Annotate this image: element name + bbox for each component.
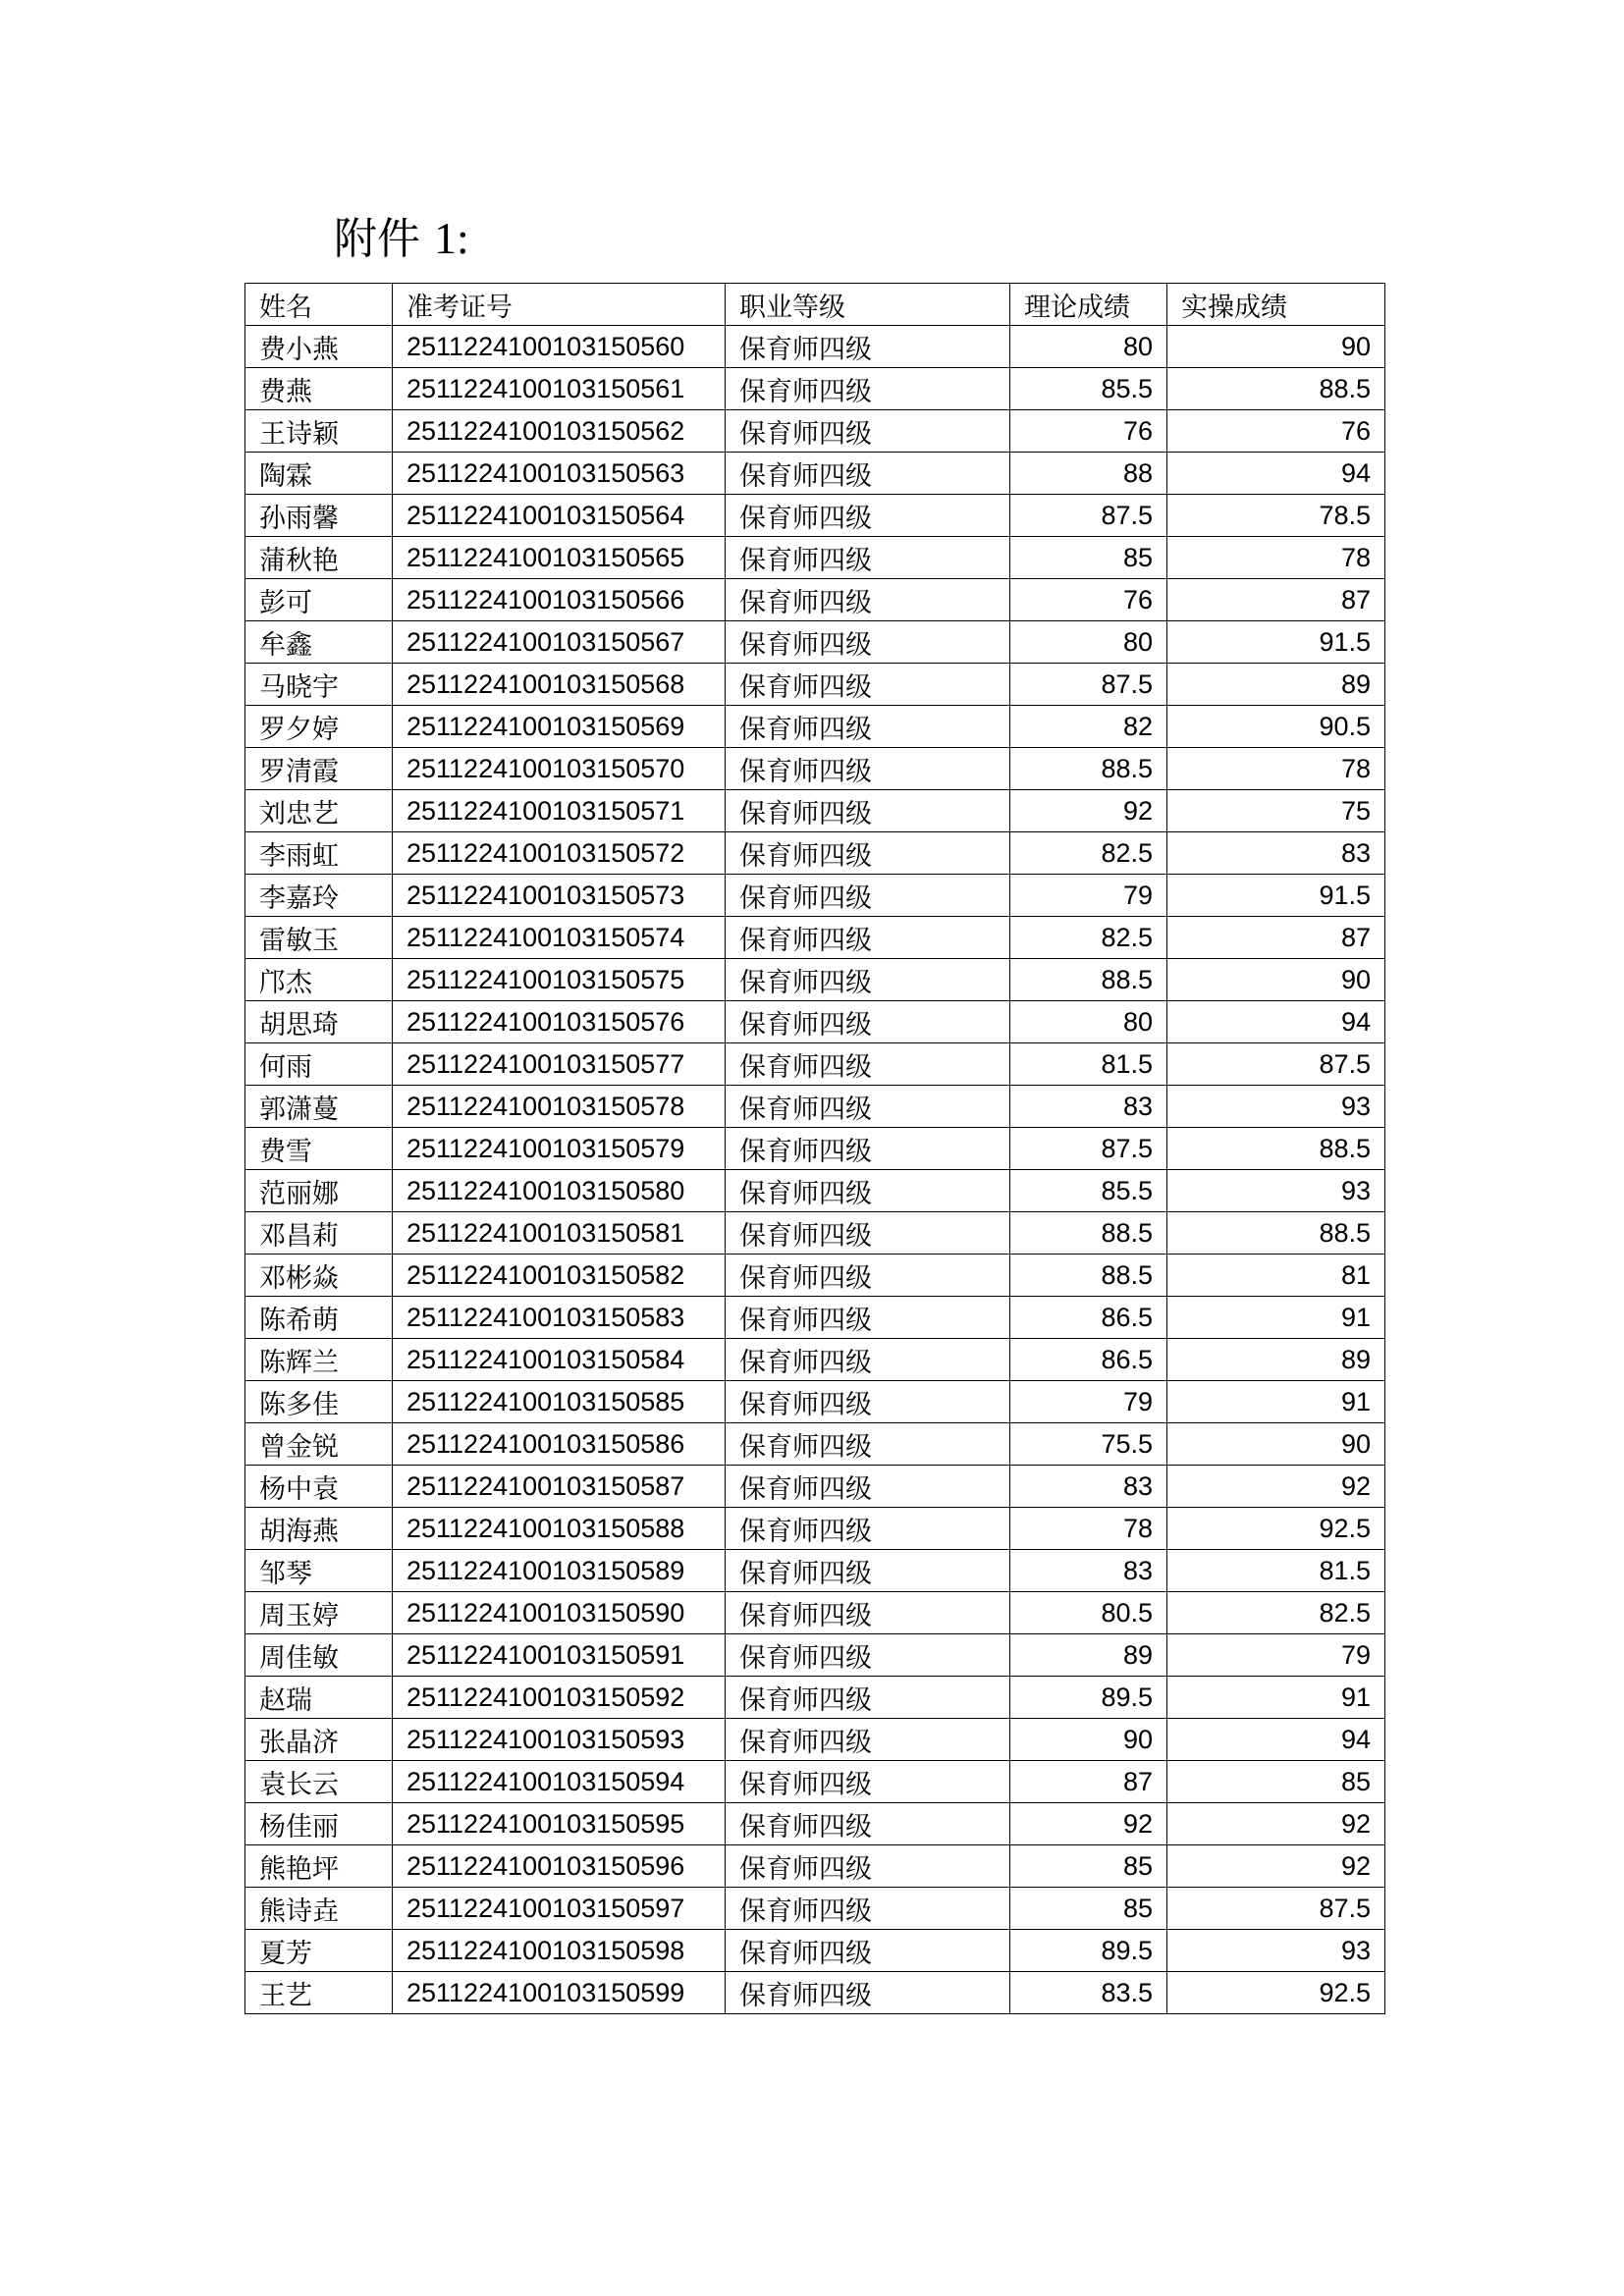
cell-name: 彭可 [245, 579, 393, 621]
cell-exam-id: 2511224100103150561 [393, 368, 726, 410]
cell-exam-id: 2511224100103150567 [393, 621, 726, 664]
cell-exam-id: 2511224100103150568 [393, 664, 726, 706]
cell-practical-score: 87 [1167, 917, 1385, 959]
cell-level: 保育师四级 [726, 664, 1010, 706]
cell-name: 熊艳坪 [245, 1845, 393, 1888]
cell-level: 保育师四级 [726, 1677, 1010, 1719]
cell-name: 杨佳丽 [245, 1803, 393, 1845]
cell-level: 保育师四级 [726, 1086, 1010, 1128]
cell-theory-score: 87.5 [1010, 495, 1167, 537]
cell-name: 何雨 [245, 1043, 393, 1086]
cell-theory-score: 90 [1010, 1719, 1167, 1761]
table-row [245, 1297, 1385, 1339]
cell-name: 张晶济 [245, 1719, 393, 1761]
cell-practical-score: 78 [1167, 537, 1385, 579]
cell-name: 费燕 [245, 368, 393, 410]
cell-theory-score: 76 [1010, 410, 1167, 453]
cell-practical-score: 83 [1167, 832, 1385, 875]
cell-level: 保育师四级 [726, 1423, 1010, 1466]
cell-theory-score: 75.5 [1010, 1423, 1167, 1466]
cell-name: 费雪 [245, 1128, 393, 1170]
cell-practical-score: 91 [1167, 1297, 1385, 1339]
cell-practical-score: 91 [1167, 1381, 1385, 1423]
table-row [245, 1803, 1385, 1845]
cell-exam-id: 2511224100103150590 [393, 1592, 726, 1634]
cell-practical-score: 92.5 [1167, 1508, 1385, 1550]
table-row [245, 1212, 1385, 1255]
table-row [245, 917, 1385, 959]
cell-theory-score: 86.5 [1010, 1297, 1167, 1339]
cell-theory-score: 85 [1010, 1845, 1167, 1888]
cell-exam-id: 2511224100103150597 [393, 1888, 726, 1930]
cell-exam-id: 2511224100103150563 [393, 453, 726, 495]
header-practical-score: 实操成绩 [1167, 284, 1385, 326]
cell-level: 保育师四级 [726, 1043, 1010, 1086]
table-row [245, 537, 1385, 579]
cell-practical-score: 75 [1167, 790, 1385, 832]
cell-exam-id: 2511224100103150599 [393, 1972, 726, 2014]
cell-practical-score: 88.5 [1167, 1212, 1385, 1255]
cell-exam-id: 2511224100103150585 [393, 1381, 726, 1423]
cell-theory-score: 88.5 [1010, 1255, 1167, 1297]
table-row [245, 875, 1385, 917]
cell-practical-score: 91.5 [1167, 875, 1385, 917]
cell-theory-score: 87 [1010, 1761, 1167, 1803]
table-row [245, 748, 1385, 790]
cell-exam-id: 2511224100103150572 [393, 832, 726, 875]
table-row [245, 1466, 1385, 1508]
score-table [244, 283, 1385, 2014]
cell-level: 保育师四级 [726, 832, 1010, 875]
cell-exam-id: 2511224100103150594 [393, 1761, 726, 1803]
cell-practical-score: 88.5 [1167, 1128, 1385, 1170]
header-level: 职业等级 [726, 284, 1010, 326]
cell-theory-score: 92 [1010, 1803, 1167, 1845]
table-row [245, 326, 1385, 368]
table-row [245, 1255, 1385, 1297]
cell-level: 保育师四级 [726, 1212, 1010, 1255]
cell-name: 孙雨馨 [245, 495, 393, 537]
header-name: 姓名 [245, 284, 393, 326]
cell-exam-id: 2511224100103150592 [393, 1677, 726, 1719]
cell-level: 保育师四级 [726, 1466, 1010, 1508]
cell-practical-score: 76 [1167, 410, 1385, 453]
cell-level: 保育师四级 [726, 748, 1010, 790]
table-row [245, 410, 1385, 453]
cell-exam-id: 2511224100103150588 [393, 1508, 726, 1550]
table-row [245, 1001, 1385, 1043]
table-row [245, 1677, 1385, 1719]
cell-practical-score: 89 [1167, 664, 1385, 706]
cell-exam-id: 2511224100103150582 [393, 1255, 726, 1297]
cell-exam-id: 2511224100103150584 [393, 1339, 726, 1381]
cell-level: 保育师四级 [726, 790, 1010, 832]
table-row [245, 1592, 1385, 1634]
cell-level: 保育师四级 [726, 1128, 1010, 1170]
cell-exam-id: 2511224100103150575 [393, 959, 726, 1001]
cell-practical-score: 94 [1167, 453, 1385, 495]
cell-theory-score: 79 [1010, 875, 1167, 917]
table-row [245, 495, 1385, 537]
cell-level: 保育师四级 [726, 1550, 1010, 1592]
table-row [245, 1170, 1385, 1212]
cell-name: 周佳敏 [245, 1634, 393, 1677]
cell-theory-score: 82 [1010, 706, 1167, 748]
table-row [245, 832, 1385, 875]
cell-practical-score: 93 [1167, 1086, 1385, 1128]
cell-exam-id: 2511224100103150576 [393, 1001, 726, 1043]
cell-practical-score: 91 [1167, 1677, 1385, 1719]
cell-practical-score: 81 [1167, 1255, 1385, 1297]
cell-exam-id: 2511224100103150580 [393, 1170, 726, 1212]
cell-practical-score: 90 [1167, 959, 1385, 1001]
cell-level: 保育师四级 [726, 368, 1010, 410]
cell-name: 李嘉玲 [245, 875, 393, 917]
table-row [245, 1761, 1385, 1803]
cell-name: 陈希萌 [245, 1297, 393, 1339]
cell-level: 保育师四级 [726, 959, 1010, 1001]
cell-level: 保育师四级 [726, 1803, 1010, 1845]
cell-level: 保育师四级 [726, 875, 1010, 917]
table-row [245, 453, 1385, 495]
attachment-heading [334, 204, 469, 273]
cell-level: 保育师四级 [726, 495, 1010, 537]
table-row [245, 664, 1385, 706]
cell-exam-id: 2511224100103150573 [393, 875, 726, 917]
cell-level: 保育师四级 [726, 1255, 1010, 1297]
cell-theory-score: 78 [1010, 1508, 1167, 1550]
table-row [245, 1128, 1385, 1170]
cell-level: 保育师四级 [726, 1845, 1010, 1888]
attachment-number: 1: [434, 213, 469, 263]
cell-theory-score: 82.5 [1010, 832, 1167, 875]
cell-exam-id: 2511224100103150595 [393, 1803, 726, 1845]
cell-exam-id: 2511224100103150581 [393, 1212, 726, 1255]
cell-level: 保育师四级 [726, 579, 1010, 621]
cell-theory-score: 89 [1010, 1634, 1167, 1677]
cell-theory-score: 83 [1010, 1550, 1167, 1592]
table-row [245, 790, 1385, 832]
cell-practical-score: 82.5 [1167, 1592, 1385, 1634]
cell-level: 保育师四级 [726, 1930, 1010, 1972]
cell-level: 保育师四级 [726, 706, 1010, 748]
cell-level: 保育师四级 [726, 1972, 1010, 2014]
cell-exam-id: 2511224100103150578 [393, 1086, 726, 1128]
cell-level: 保育师四级 [726, 1634, 1010, 1677]
score-table-header [245, 284, 1385, 326]
cell-theory-score: 88.5 [1010, 959, 1167, 1001]
cell-theory-score: 80 [1010, 1001, 1167, 1043]
cell-level: 保育师四级 [726, 537, 1010, 579]
cell-practical-score: 90 [1167, 1423, 1385, 1466]
cell-theory-score: 89.5 [1010, 1930, 1167, 1972]
cell-level: 保育师四级 [726, 621, 1010, 664]
cell-practical-score: 87 [1167, 579, 1385, 621]
cell-theory-score: 92 [1010, 790, 1167, 832]
cell-practical-score: 91.5 [1167, 621, 1385, 664]
cell-exam-id: 2511224100103150565 [393, 537, 726, 579]
header-exam-id: 准考证号 [393, 284, 726, 326]
cell-practical-score: 85 [1167, 1761, 1385, 1803]
cell-practical-score: 92 [1167, 1466, 1385, 1508]
table-row [245, 1381, 1385, 1423]
cell-theory-score: 88.5 [1010, 748, 1167, 790]
cell-name: 范丽娜 [245, 1170, 393, 1212]
cell-level: 保育师四级 [726, 1297, 1010, 1339]
cell-level: 保育师四级 [726, 1339, 1010, 1381]
cell-level: 保育师四级 [726, 1592, 1010, 1634]
table-row [245, 959, 1385, 1001]
cell-level: 保育师四级 [726, 1170, 1010, 1212]
cell-name: 马晓宇 [245, 664, 393, 706]
cell-practical-score: 93 [1167, 1930, 1385, 1972]
cell-name: 曾金锐 [245, 1423, 393, 1466]
cell-theory-score: 87.5 [1010, 664, 1167, 706]
cell-exam-id: 2511224100103150574 [393, 917, 726, 959]
cell-practical-score: 92 [1167, 1803, 1385, 1845]
cell-exam-id: 2511224100103150560 [393, 326, 726, 368]
cell-theory-score: 83.5 [1010, 1972, 1167, 2014]
cell-theory-score: 82.5 [1010, 917, 1167, 959]
cell-practical-score: 94 [1167, 1719, 1385, 1761]
table-row [245, 1888, 1385, 1930]
cell-level: 保育师四级 [726, 1888, 1010, 1930]
cell-exam-id: 2511224100103150593 [393, 1719, 726, 1761]
table-row [245, 1719, 1385, 1761]
cell-exam-id: 2511224100103150571 [393, 790, 726, 832]
table-row [245, 1339, 1385, 1381]
cell-level: 保育师四级 [726, 1381, 1010, 1423]
cell-theory-score: 85.5 [1010, 1170, 1167, 1212]
cell-exam-id: 2511224100103150562 [393, 410, 726, 453]
cell-exam-id: 2511224100103150566 [393, 579, 726, 621]
cell-practical-score: 90.5 [1167, 706, 1385, 748]
table-row [245, 1086, 1385, 1128]
table-row [245, 621, 1385, 664]
cell-theory-score: 85 [1010, 1888, 1167, 1930]
cell-exam-id: 2511224100103150569 [393, 706, 726, 748]
cell-name: 刘忠艺 [245, 790, 393, 832]
cell-theory-score: 85 [1010, 537, 1167, 579]
cell-level: 保育师四级 [726, 453, 1010, 495]
cell-practical-score: 92.5 [1167, 1972, 1385, 2014]
cell-practical-score: 89 [1167, 1339, 1385, 1381]
cell-name: 罗清霞 [245, 748, 393, 790]
cell-level: 保育师四级 [726, 1508, 1010, 1550]
cell-name: 费小燕 [245, 326, 393, 368]
cell-exam-id: 2511224100103150577 [393, 1043, 726, 1086]
cell-practical-score: 88.5 [1167, 368, 1385, 410]
cell-level: 保育师四级 [726, 410, 1010, 453]
cell-theory-score: 88.5 [1010, 1212, 1167, 1255]
cell-practical-score: 87.5 [1167, 1043, 1385, 1086]
cell-name: 郭潇蔓 [245, 1086, 393, 1128]
cell-exam-id: 2511224100103150564 [393, 495, 726, 537]
cell-practical-score: 78.5 [1167, 495, 1385, 537]
table-row [245, 1930, 1385, 1972]
cell-practical-score: 81.5 [1167, 1550, 1385, 1592]
cell-name: 陈辉兰 [245, 1339, 393, 1381]
cell-name: 邓彬焱 [245, 1255, 393, 1297]
cell-name: 邹琴 [245, 1550, 393, 1592]
cell-name: 胡思琦 [245, 1001, 393, 1043]
table-row [245, 1550, 1385, 1592]
cell-theory-score: 89.5 [1010, 1677, 1167, 1719]
cell-exam-id: 2511224100103150579 [393, 1128, 726, 1170]
score-table-body [245, 326, 1385, 2014]
header-row [245, 284, 1385, 326]
cell-name: 牟鑫 [245, 621, 393, 664]
cell-theory-score: 79 [1010, 1381, 1167, 1423]
cell-exam-id: 2511224100103150589 [393, 1550, 726, 1592]
cell-theory-score: 81.5 [1010, 1043, 1167, 1086]
cell-name: 胡海燕 [245, 1508, 393, 1550]
cell-name: 赵瑞 [245, 1677, 393, 1719]
cell-name: 王艺 [245, 1972, 393, 2014]
cell-exam-id: 2511224100103150586 [393, 1423, 726, 1466]
cell-practical-score: 87.5 [1167, 1888, 1385, 1930]
cell-practical-score: 93 [1167, 1170, 1385, 1212]
table-row [245, 1972, 1385, 2014]
cell-theory-score: 83 [1010, 1466, 1167, 1508]
cell-theory-score: 80 [1010, 326, 1167, 368]
cell-name: 熊诗垚 [245, 1888, 393, 1930]
attachment-label: 附件 [334, 214, 420, 264]
cell-practical-score: 92 [1167, 1845, 1385, 1888]
cell-exam-id: 2511224100103150570 [393, 748, 726, 790]
table-row [245, 1508, 1385, 1550]
cell-theory-score: 76 [1010, 579, 1167, 621]
cell-theory-score: 85.5 [1010, 368, 1167, 410]
cell-exam-id: 2511224100103150596 [393, 1845, 726, 1888]
cell-exam-id: 2511224100103150591 [393, 1634, 726, 1677]
table-row [245, 1845, 1385, 1888]
cell-level: 保育师四级 [726, 917, 1010, 959]
cell-name: 陈多佳 [245, 1381, 393, 1423]
cell-practical-score: 79 [1167, 1634, 1385, 1677]
cell-theory-score: 88 [1010, 453, 1167, 495]
cell-theory-score: 87.5 [1010, 1128, 1167, 1170]
header-theory-score: 理论成绩 [1010, 284, 1167, 326]
cell-exam-id: 2511224100103150598 [393, 1930, 726, 1972]
cell-theory-score: 86.5 [1010, 1339, 1167, 1381]
cell-name: 罗夕婷 [245, 706, 393, 748]
cell-name: 袁长云 [245, 1761, 393, 1803]
cell-level: 保育师四级 [726, 1719, 1010, 1761]
cell-theory-score: 80 [1010, 621, 1167, 664]
cell-level: 保育师四级 [726, 326, 1010, 368]
table-row [245, 1634, 1385, 1677]
table-row [245, 368, 1385, 410]
cell-name: 雷敏玉 [245, 917, 393, 959]
table-row [245, 1043, 1385, 1086]
cell-name: 杨中袁 [245, 1466, 393, 1508]
cell-theory-score: 80.5 [1010, 1592, 1167, 1634]
cell-name: 蒲秋艳 [245, 537, 393, 579]
table-row [245, 1423, 1385, 1466]
cell-name: 周玉婷 [245, 1592, 393, 1634]
cell-name: 邓昌莉 [245, 1212, 393, 1255]
cell-level: 保育师四级 [726, 1761, 1010, 1803]
cell-theory-score: 83 [1010, 1086, 1167, 1128]
cell-practical-score: 90 [1167, 326, 1385, 368]
cell-exam-id: 2511224100103150583 [393, 1297, 726, 1339]
table-row [245, 579, 1385, 621]
cell-name: 王诗颖 [245, 410, 393, 453]
cell-name: 陶霖 [245, 453, 393, 495]
table-row [245, 706, 1385, 748]
cell-exam-id: 2511224100103150587 [393, 1466, 726, 1508]
cell-level: 保育师四级 [726, 1001, 1010, 1043]
cell-name: 邝杰 [245, 959, 393, 1001]
cell-name: 夏芳 [245, 1930, 393, 1972]
cell-practical-score: 94 [1167, 1001, 1385, 1043]
cell-name: 李雨虹 [245, 832, 393, 875]
cell-practical-score: 78 [1167, 748, 1385, 790]
